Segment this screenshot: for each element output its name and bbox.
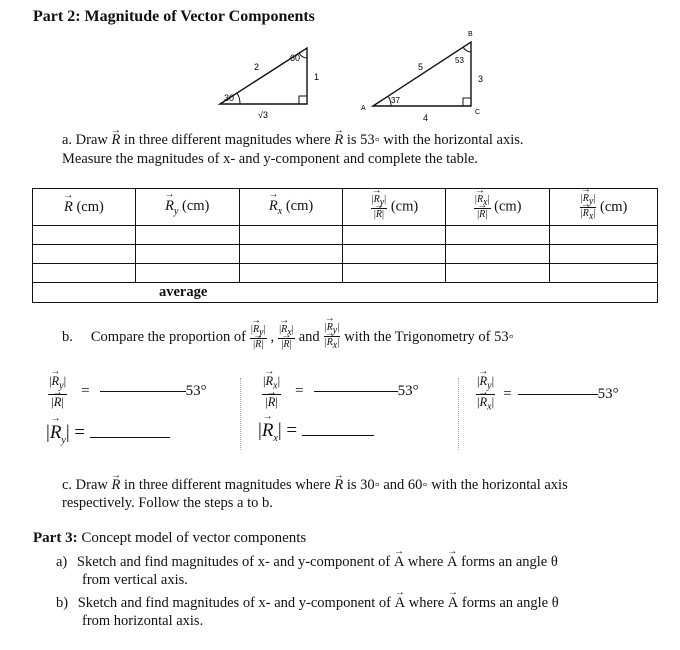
table-cell[interactable] — [239, 245, 343, 264]
equation-ry-magnitude: |→ $R_y|$ = — [46, 422, 170, 446]
tri2-vert-label: 3 — [478, 74, 484, 84]
table-cell[interactable] — [446, 264, 550, 283]
table-average-row — [33, 283, 658, 303]
data-table — [32, 188, 658, 303]
table-cell[interactable] — [135, 245, 239, 264]
divider — [240, 378, 241, 450]
divider — [458, 378, 459, 450]
tri2-angle-top-label: 53 — [455, 56, 464, 65]
tri2-angle-base-label: 37 — [391, 96, 400, 105]
part3-item-a: a) Sketch and find magnitudes of x- and y-component of → A where → A forms an angle θ — [56, 553, 558, 571]
part3-title: Part 3: Concept model of vector components — [33, 530, 307, 546]
part3-item-b: b) Sketch and find magnitudes of x- and y-component of → A where → A forms an angle θ — [56, 594, 559, 612]
answer-blank[interactable] — [314, 391, 398, 392]
triangle-30-60-diagram — [210, 40, 330, 120]
table-cell[interactable] — [239, 226, 343, 245]
tri2-base-label: 4 — [423, 113, 429, 123]
tri1-angle-base-label: 30 — [224, 93, 235, 103]
tri2-vertex-c: C — [475, 109, 481, 116]
table-cell[interactable] — [343, 245, 446, 264]
equation-ry-over-rx: $\frac{|\to R_y|}{|\to R_x|}$ = 53° — [476, 374, 619, 414]
instruction-c-line2: respectively. Follow the steps a to b. — [62, 495, 273, 511]
header-r: → R (cm) — [33, 189, 136, 226]
part3-item-a-line2: from vertical axis. — [82, 572, 188, 588]
header-ry: → $R_y$ (cm) — [135, 189, 239, 226]
equation-rx-over-r: $\frac{|\to R_x|}{|\to R|}$ = 53° — [262, 374, 419, 409]
header-ry-over-r: $\frac{|\to R_y|}{|\to R|}$ (cm) — [343, 189, 446, 226]
table-cell[interactable] — [33, 245, 136, 264]
table-cell[interactable] — [446, 245, 550, 264]
answer-blank[interactable] — [90, 437, 170, 438]
instruction-a-line2: Measure the magnitudes of x- and y-component and complete the table. — [62, 151, 478, 167]
table-cell[interactable] — [343, 264, 446, 283]
table-cell[interactable] — [33, 264, 136, 283]
equation-rx-magnitude: |→ $R_x|$ = — [258, 420, 374, 444]
table-row — [33, 245, 658, 264]
table-cell[interactable] — [343, 226, 446, 245]
answer-blank[interactable] — [518, 394, 598, 395]
table-cell[interactable] — [550, 245, 658, 264]
table-cell[interactable] — [446, 226, 550, 245]
table-row — [33, 226, 658, 245]
equation-ry-over-r: $\frac{|\to R_y|}{|\to R|}$ = 53° — [48, 374, 207, 409]
answer-blank[interactable] — [302, 435, 374, 436]
triangle-37-53-diagram — [355, 26, 495, 126]
instruction-a-line1: a. Draw → R in three different magnitudes where → R is 53◦ with the horizontal axis. — [62, 131, 524, 149]
table-row — [33, 264, 658, 283]
table-cell[interactable] — [135, 226, 239, 245]
table-cell[interactable] — [33, 226, 136, 245]
part3-item-b-line2: from horizontal axis. — [82, 613, 204, 629]
average-label: average — [33, 283, 658, 303]
tri1-angle-top-label: 60 — [290, 53, 301, 63]
answer-blank[interactable] — [100, 391, 186, 392]
tri1-hyp-label: 2 — [254, 62, 260, 72]
header-ry-over-rx: $\frac{|\to R_y|}{|\to R_x|}$ (cm) — [550, 189, 658, 226]
tri2-vertex-a: A — [361, 105, 366, 112]
tri1-vert-label: 1 — [314, 72, 320, 82]
tri2-hyp-label: 5 — [418, 62, 424, 72]
header-rx: → $R_x$ (cm) — [239, 189, 343, 226]
instruction-b: b. Compare the proportion of $\frac{|\to R_y|}{|\to R|}$ , $\frac{|\to R_x|}{|\to R|}$ and $\frac{|\to R_y|}{|\to R_x|}$ with the Trigonometry of 53◦ — [62, 322, 514, 351]
table-cell[interactable] — [135, 264, 239, 283]
table-cell[interactable] — [239, 264, 343, 283]
instruction-c-line1: c. Draw → R in three different magnitudes where → R is 30◦ and 60◦ with the horizontal axis — [62, 476, 568, 494]
table-header-row — [33, 189, 658, 226]
table-cell[interactable] — [550, 264, 658, 283]
tri1-base-label: √3 — [258, 110, 268, 120]
header-rx-over-r: $\frac{|\to R_x|}{|\to R|}$ (cm) — [446, 189, 550, 226]
part2-title: Part 2: Magnitude of Vector Components — [33, 8, 315, 25]
table-cell[interactable] — [550, 226, 658, 245]
tri2-vertex-b: B — [468, 31, 473, 38]
